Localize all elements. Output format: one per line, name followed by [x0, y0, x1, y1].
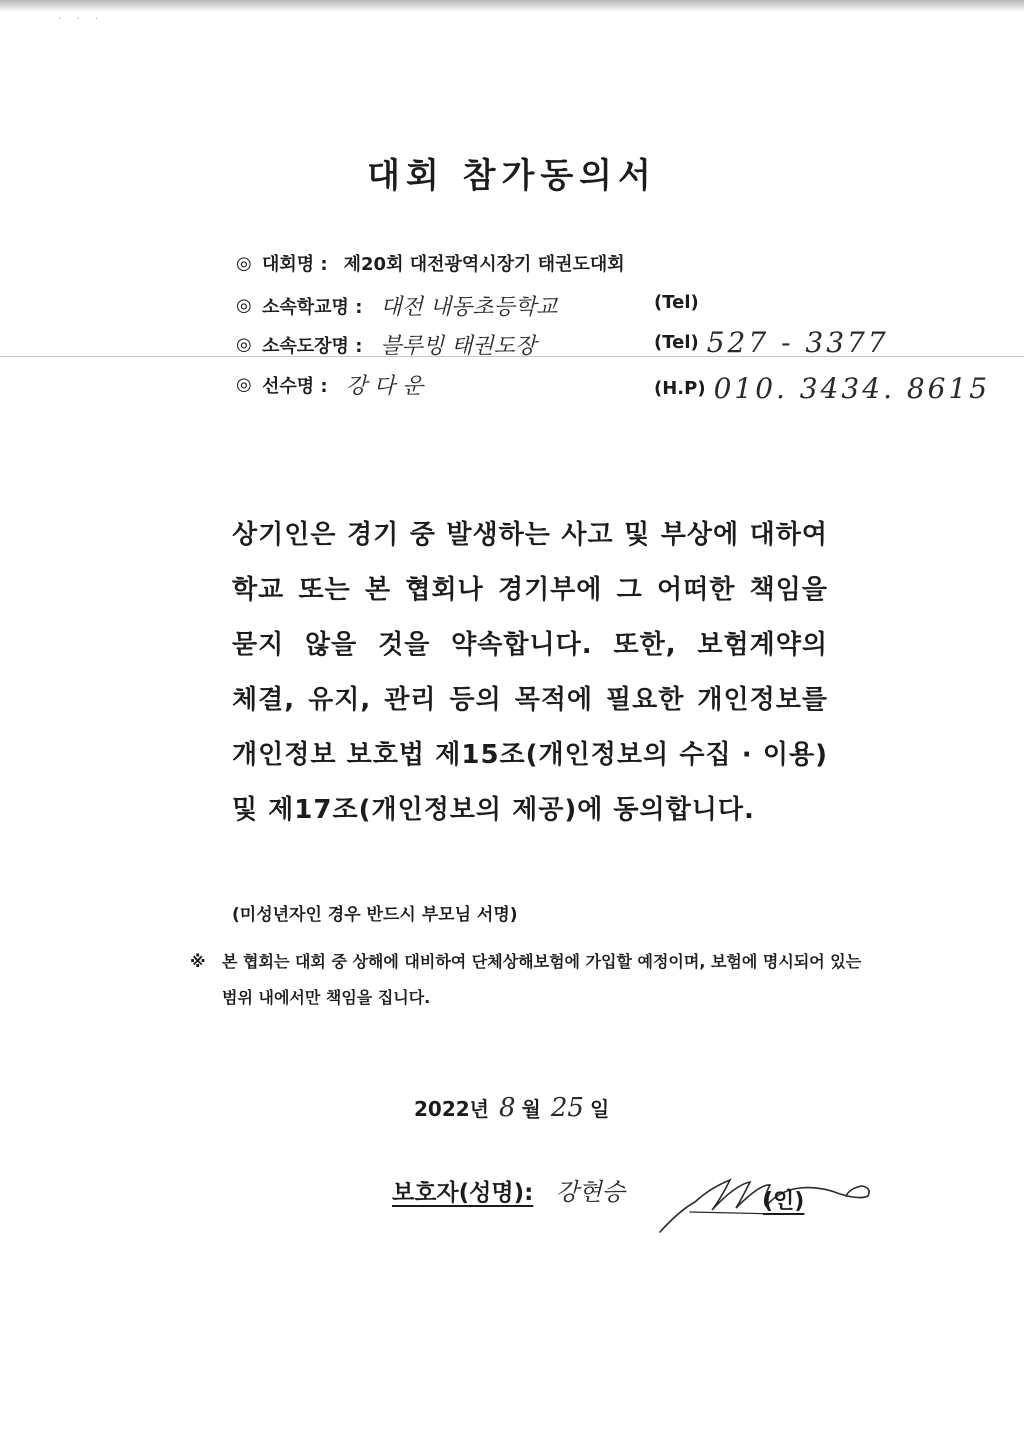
school-tel-row: [654, 292, 707, 313]
dojang-tel-label: (Tel): [654, 332, 699, 353]
document-title: 대회 참가동의서: [367, 156, 657, 196]
school-handwritten-value: 대전 내동초등학교: [380, 295, 558, 320]
date-month-handwritten: 8: [498, 1093, 516, 1123]
athlete-handwritten-name: 강 다 운: [345, 374, 424, 399]
dojang-tel-value: 527 - 3377: [706, 326, 889, 359]
competition-value: 제20회 대전광역시장기 태권도대회: [343, 254, 625, 275]
date-day-handwritten: 25: [550, 1093, 584, 1123]
dojang-row: [236, 329, 536, 360]
guardian-signature-row: [392, 1172, 625, 1207]
signing-date: [414, 1093, 609, 1123]
reference-mark-icon: ※: [190, 952, 206, 971]
dojang-tel-row: [654, 326, 889, 359]
date-year: 2022년: [414, 1097, 489, 1121]
guardian-handwritten-name: 강현승: [555, 1178, 625, 1206]
school-label: 소속학교명 :: [262, 296, 363, 318]
guardian-label: 보호자(성명):: [392, 1180, 534, 1206]
athlete-label: 선수명 :: [262, 375, 328, 397]
double-circle-icon: ◎: [236, 334, 252, 355]
athlete-hp-row: [654, 372, 990, 405]
dojang-handwritten-value: 블루빙 태권도장: [380, 334, 537, 359]
insurance-notice: [190, 944, 870, 1016]
insurance-notice-text: 본 협회는 대회 중 상해에 대비하여 단체상해보험에 가입할 예정이며, 보험에 명시되어 있는 범위 내에서만 책임을 집니다.: [222, 952, 862, 1007]
double-circle-icon: ◎: [236, 374, 252, 395]
scan-edge: [0, 0, 1024, 12]
scan-noise: · · ·: [58, 14, 104, 25]
athlete-hp-value: 010. 3434. 8615: [713, 372, 991, 405]
school-tel-label: (Tel): [654, 292, 699, 313]
athlete-hp-label: (H.P): [654, 378, 706, 399]
school-row: [236, 290, 557, 321]
athlete-row: [236, 369, 423, 400]
competition-row: [236, 250, 625, 276]
guardian-signature-note: (미성년자인 경우 반드시 부모님 서명): [232, 905, 518, 925]
double-circle-icon: ◎: [236, 252, 252, 274]
double-circle-icon: ◎: [236, 295, 252, 316]
competition-label: 대회명 :: [262, 254, 328, 275]
seal-label: (인): [763, 1189, 805, 1214]
consent-paragraph: 상기인은 경기 중 발생하는 사고 및 부상에 대하여 학교 또는 본 협회나 경기부에 그 어떠한 책임을 묻지 않을 것을 약속합니다. 또한, 보험계약의 체결, 유지, 관리 등의 목적에 필요한 개인정보를 개인정보 보호법 제15조(개인정보의 수집 · 이용) 및 제17조(개인정보의 제공)에 동의합니다.: [232, 520, 828, 825]
date-day-label: 일: [589, 1097, 610, 1121]
dojang-label: 소속도장명 :: [262, 335, 363, 357]
date-month-label: 월: [521, 1097, 541, 1121]
